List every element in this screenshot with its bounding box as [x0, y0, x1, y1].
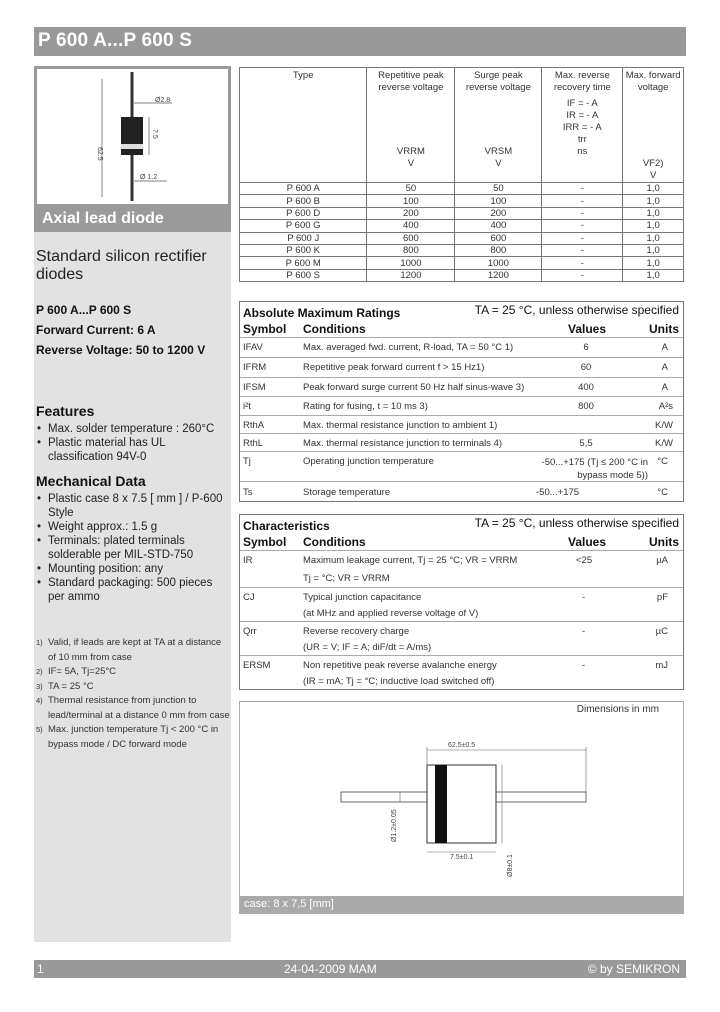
- drawing-label: Dimensions in mm: [576, 704, 659, 715]
- dim-d2: Ø 1.2: [140, 174, 158, 181]
- mechanical-list: [36, 492, 230, 604]
- list-item: • Plastic material has UL classification 94V-0: [36, 436, 230, 464]
- table-row: IR Maximum leakage current, Tj = 25 °C; VR = VRRM Tj = °C; VR = VRRM <25 µA: [240, 550, 683, 588]
- th-vrsm: Surge peak reverse voltage VRSM V: [455, 68, 542, 183]
- footnotes: [36, 636, 230, 752]
- col-units: Units: [649, 322, 679, 336]
- part-range: P 600 A...P 600 S: [36, 303, 132, 317]
- table-row: Tj Operating junction temperature -50...+175 (Tj ≤ 200 °C in bypass mode 5)) °C: [240, 451, 683, 482]
- features-heading: Features: [36, 403, 95, 419]
- table-row: Ts Storage temperature -50...+175 °C: [240, 481, 683, 502]
- table-row: IFSM Peak forward surge current 50 Hz half sinus-wave 3) 400 A: [240, 377, 683, 397]
- col-values: Values: [568, 322, 607, 336]
- footer-copyright: © by SEMIKRON: [587, 962, 680, 976]
- char-title: Characteristics: [243, 519, 330, 533]
- footnote: 2) IF= 5A, Tj=25°C: [36, 666, 117, 677]
- col-symbol: Symbol: [243, 535, 287, 549]
- dim-length: 62.5±0.5: [448, 742, 476, 749]
- dim-len: 62.5: [96, 147, 103, 161]
- dim-body: 7.5: [151, 129, 158, 139]
- product-subtitle: Standard silicon rectifier diodes: [36, 248, 207, 283]
- list-item: • Standard packaging: 500 pieces per ammo: [36, 576, 230, 604]
- dim-body-dia: Ø8±0.1: [507, 854, 514, 877]
- case-label: case: 8 x 7,5 [mm]: [244, 898, 334, 910]
- table-row: IFAV Max. averaged fwd. current, R-load, TA = 50 °C 1) 6 A: [240, 337, 683, 358]
- table-row: P 600 K 800 800 - 1,0: [240, 244, 684, 256]
- page-title: P 600 A...P 600 S: [38, 30, 193, 51]
- image-caption: Axial lead diode: [42, 210, 164, 227]
- footer-bar: [34, 960, 686, 978]
- amr-title: Absolute Maximum Ratings: [243, 306, 401, 320]
- diode-dimension-svg: [240, 702, 683, 897]
- th-type: Type: [240, 68, 367, 183]
- table-row: P 600 M 1000 1000 - 1,0: [240, 257, 684, 269]
- table-row: CJ Typical junction capacitance (at MHz and applied reverse voltage of V) - pF: [240, 587, 683, 622]
- table-row: P 600 G 400 400 - 1,0: [240, 220, 684, 232]
- th-trr: Max. reverse recovery time IF = - A IR = - A IRR = - A trr ns: [542, 68, 623, 183]
- col-conditions: Conditions: [303, 535, 366, 549]
- features-list: [36, 422, 230, 464]
- list-item: • Terminals: plated terminals solderable per MIL-STD-750: [36, 534, 230, 562]
- list-item: • Plastic case 8 x 7.5 [ mm ] / P-600 Style: [36, 492, 230, 520]
- footer-date: 24-04-2009 MAM: [284, 962, 377, 976]
- page-number: 1: [37, 962, 44, 976]
- amr-box: [239, 301, 684, 502]
- th-vf: Max. forward voltage VF2) V: [623, 68, 684, 183]
- char-condition: TA = 25 °C, unless otherwise specified: [474, 516, 679, 530]
- image-caption-bar: [34, 207, 231, 232]
- list-item: • Weight approx.: 1.5 g: [36, 520, 230, 534]
- col-values: Values: [568, 535, 607, 549]
- col-conditions: Conditions: [303, 322, 366, 336]
- diode-sketch: [37, 69, 228, 204]
- table-row: IFRM Repetitive peak forward current f > 15 Hz1) 60 A: [240, 357, 683, 378]
- col-symbol: Symbol: [243, 322, 287, 336]
- table-row: P 600 B 100 100 - 1,0: [240, 195, 684, 207]
- footnote: 1) Valid, if leads are kept at TA at a distance of 10 mm from case: [36, 637, 222, 663]
- characteristics-box: [239, 514, 684, 690]
- list-item: • Max. solder temperature : 260°C: [36, 422, 230, 436]
- col-units: Units: [649, 535, 679, 549]
- th-vrrm: Repetitive peak reverse voltage VRRM V: [367, 68, 455, 183]
- type-table-header: [240, 68, 684, 183]
- mechanical-heading: Mechanical Data: [36, 473, 146, 489]
- table-row: ERSM Non repetitive peak reverse avalanche energy (IR = mA; Tj = °C; inductive load switched off) - mJ: [240, 655, 683, 690]
- dim-d1: Ø2.8: [155, 97, 171, 104]
- table-row: RthL Max. thermal resistance junction to terminals 4) 5,5 K/W: [240, 433, 683, 452]
- dim-lead-dia: Ø1.2±0.05: [391, 809, 398, 842]
- footnote: 3) TA = 25 °C: [36, 680, 94, 692]
- title-bar: [34, 27, 686, 56]
- reverse-voltage: Reverse Voltage: 50 to 1200 V: [36, 343, 206, 357]
- list-item: • Mounting position: any: [36, 562, 230, 576]
- table-row: RthA Max. thermal resistance junction to ambient 1) K/W: [240, 415, 683, 434]
- forward-current: Forward Current: 6 A: [36, 323, 156, 337]
- footnote: 4) Thermal resistance from junction to lead/terminal at a distance 0 mm from case: [36, 695, 230, 721]
- table-row: P 600 J 600 600 - 1,0: [240, 232, 684, 244]
- table-row: P 600 S 1200 1200 - 1,0: [240, 269, 684, 281]
- table-row: i²t Rating for fusing, t = 10 ms 3) 800 A²s: [240, 396, 683, 416]
- type-table: [239, 67, 684, 282]
- footnote: 5) Max. junction temperature Tj < 200 °C in bypass mode / DC forward mode: [36, 724, 219, 750]
- amr-condition: TA = 25 °C, unless otherwise specified: [474, 303, 679, 317]
- case-bar: [240, 896, 683, 913]
- table-row: P 600 D 200 200 - 1,0: [240, 207, 684, 219]
- diode-image: [34, 66, 231, 207]
- table-row: P 600 A 50 50 - 1,0: [240, 183, 684, 195]
- table-row: Qrr Reverse recovery charge (UR = V; IF = A; diF/dt = A/ms) - µC: [240, 621, 683, 656]
- dimension-drawing: [239, 701, 684, 914]
- dim-body-len: 7.5±0.1: [450, 854, 474, 861]
